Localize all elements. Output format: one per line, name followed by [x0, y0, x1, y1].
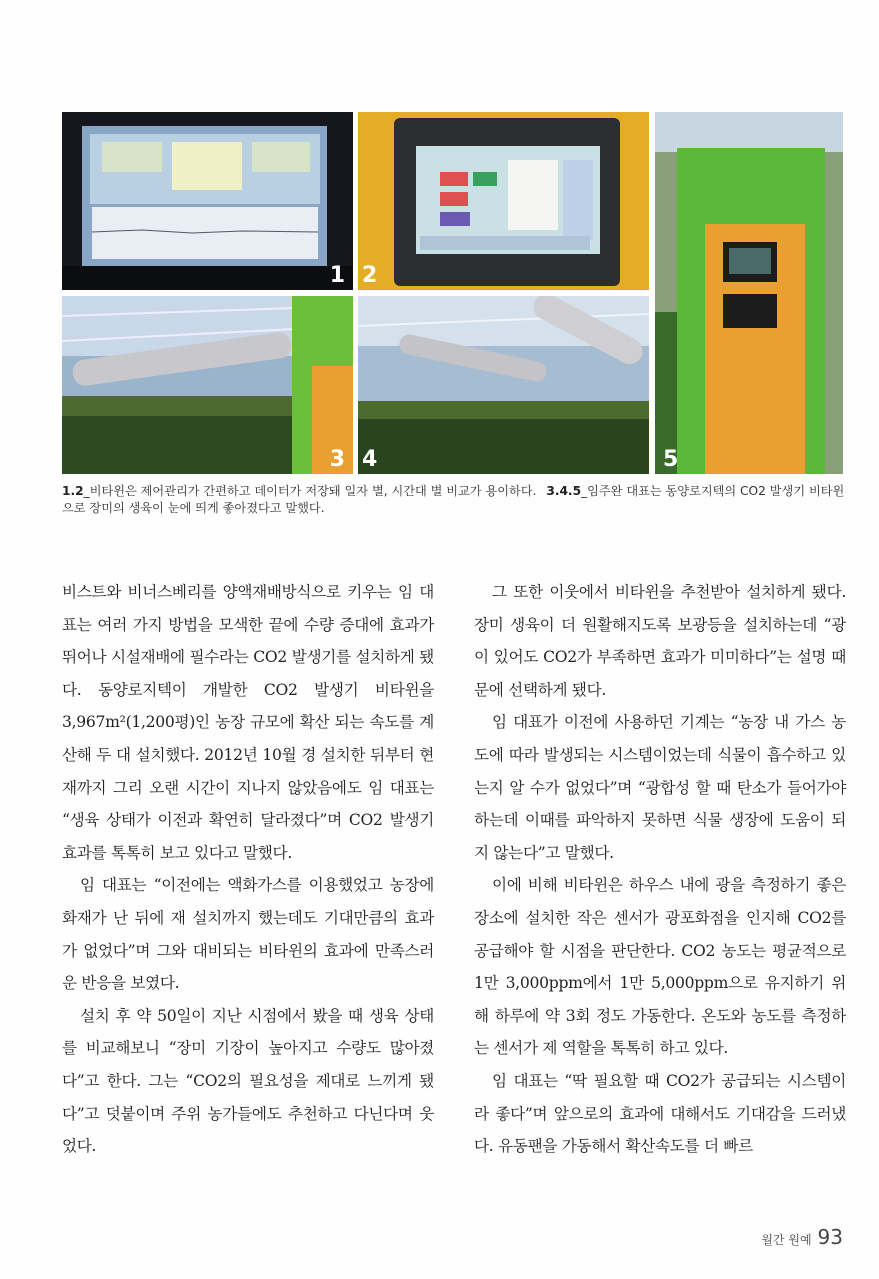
paragraph: 임 대표가 이전에 사용하던 기계는 “농장 내 가스 농도에 따라 발생되는 시스템이었는데 식물이 흡수하고 있는지 알 수가 없었다”며 “광합성 할 때 탄소가 들어가야 하는데 이때를 파악하지 못하면 식물 생장에 도움이 되지 않는다”고 말했다. — [474, 713, 846, 862]
paragraph: 임 대표는 “딱 필요할 때 CO2가 공급되는 시스템이라 좋다”며 앞으로의 효과에 대해서도 기대감을 드러냈다. 유동팬을 가동해서 확산속도를 더 빠르 — [474, 1071, 846, 1156]
paragraph: 비스트와 비너스베리를 양액재배방식으로 키우는 임 대표는 여러 가지 방법을 모색한 끝에 수량 증대에 효과가 뛰어나 시설재배에 필수라는 CO2 발생기를 설치하게 됐다. 동양로지텍이 개발한 CO2 발생기 비타윈을 3,967m²(1,200평)인 농장 규모에 확산 되는 속도를 계산해 두 대 설치했다. 2012년 10월 경 설치한 뒤부터 현재까지 그리 오랜 시간이 지나지 않았음에도 임 대표는 “생육 상태가 이전과 확연히 달라졌다”며 CO2 발생기 효과를 톡톡히 보고 있다고 말했다. — [62, 583, 434, 862]
paragraph: 이에 비해 비타윈은 하우스 내에 광을 측정하기 좋은 장소에 설치한 작은 센서가 광포화점을 인지해 CO2를 공급해야 할 시점을 판단한다. CO2 농도는 평균적으로 1만 3,000ppm에서 1만 5,000ppm으로 유지하기 위해 하루에 약 3회 정도 가동한다. 온도와 농도를 측정하는 센서가 제 역할을 톡톡히 하고 있다. — [474, 876, 846, 1058]
caption-label-2: 3.4.5 — [546, 484, 582, 498]
paragraph: 임 대표는 “이전에는 액화가스를 이용했었고 농장에 화재가 난 뒤에 재 설치까지 했는데도 기대만큼의 효과가 없었다”며 그와 대비되는 비타윈의 효과에 만족스러운 반응을 보였다. — [62, 876, 434, 993]
article-column-left — [62, 576, 434, 1163]
photo-number-1: 1 — [329, 263, 345, 288]
greenhouse-illustration-2 — [358, 296, 649, 474]
photo-number-2: 2 — [362, 263, 378, 288]
photo-number-5: 5 — [663, 447, 679, 472]
photo-number-3: 3 — [329, 447, 345, 472]
paragraph: 설치 후 약 50일이 지난 시점에서 봤을 때 생육 상태를 비교해보니 “장미 기장이 높아지고 수량도 많아졌다”고 한다. 그는 “CO2의 필요성을 제대로 느끼게 됐다”고 덧붙이며 주위 농가들에도 추천하고 다닌다며 웃었다. — [62, 1006, 434, 1156]
photo-caption — [62, 483, 852, 517]
greenhouse-illustration-1 — [62, 296, 353, 474]
paragraph: 그 또한 이웃에서 비타윈을 추천받아 설치하게 됐다. 장미 생육이 더 원활해지도록 보광등을 설치하는데 “광이 있어도 CO2가 부족하면 효과가 미미하다”는 설명 때문에 선택하게 됐다. — [474, 583, 846, 699]
photo-touch-panel — [358, 112, 649, 290]
caption-text-2: _임주완 대표는 동양로지텍의 CO2 발생기 비타윈으로 장미의 생육이 눈에 띄게 좋아졌다고 말했다. — [62, 484, 845, 515]
caption-text-1: _비타윈은 제어관리가 간편하고 데이터가 저장돼 일자 별, 시간대 별 비교가 용이하다. — [83, 484, 537, 498]
photo-greenhouse-duct-left — [62, 296, 353, 474]
page-number: 93 — [817, 1225, 843, 1249]
touch-panel-illustration — [358, 112, 649, 290]
photo-number-4: 4 — [362, 447, 378, 472]
co2-generator-illustration — [655, 112, 843, 474]
monitor-illustration — [62, 112, 353, 290]
photo-co2-generator — [655, 112, 843, 474]
magazine-name: 월간 원예 — [761, 1233, 812, 1247]
caption-label-1: 1.2 — [62, 484, 84, 498]
article-column-right — [474, 576, 846, 1163]
photo-greenhouse-duct-right — [358, 296, 649, 474]
photo-monitor-screen — [62, 112, 353, 290]
page-footer — [761, 1225, 843, 1249]
